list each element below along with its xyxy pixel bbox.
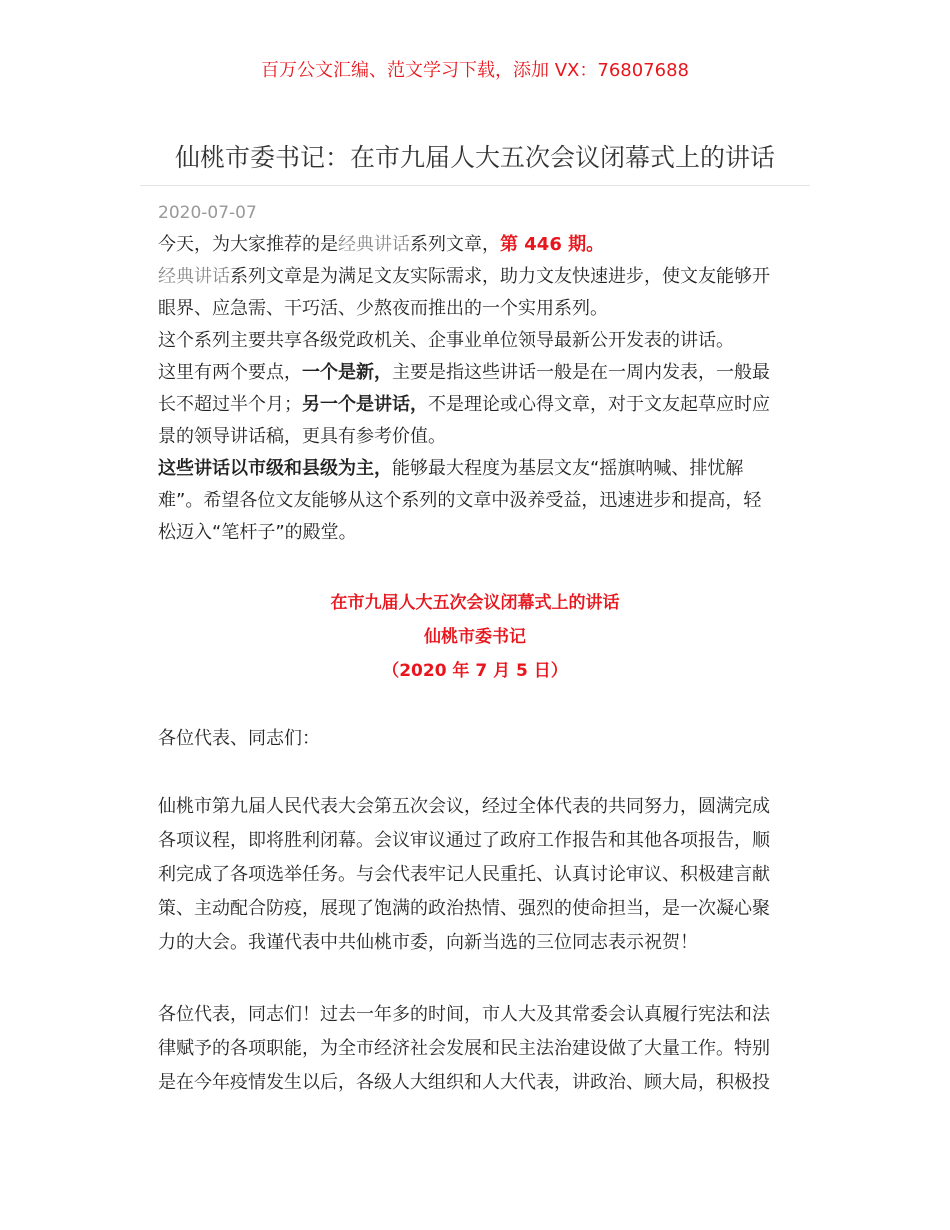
text-line	[158, 1066, 798, 1100]
text-line	[158, 790, 798, 824]
text-line	[158, 485, 798, 517]
article-title: 仙桃市委书记：在市九届人大五次会议闭幕式上的讲话	[174, 143, 775, 172]
text-segment: 主要是指这些讲话一般是在一周内发表，一般最	[392, 362, 770, 383]
publish-date: 2020-07-07	[158, 203, 257, 223]
text-segment: 力的大会。我谨代表中共仙桃市委，向新当选的三位同志表示祝贺！	[158, 932, 698, 953]
text-line	[158, 293, 798, 325]
text-line	[158, 357, 798, 389]
speech-date: （2020 年 7 月 5 日）	[382, 661, 568, 681]
text-segment: 各项议程，即将胜利闭幕。会议审议通过了政府工作报告和其他各项报告，顺	[158, 830, 770, 851]
speech-paragraph-1	[158, 790, 798, 960]
text-line	[158, 926, 798, 960]
intro-paragraphs	[158, 229, 798, 549]
text-line	[158, 892, 798, 926]
text-line	[158, 389, 798, 421]
text-segment: 不是理论或心得文章，对于文友起草应时应	[428, 394, 770, 415]
text-segment: 律赋予的各项职能，为全市经济社会发展和民主法治建设做了大量工作。特别	[158, 1038, 770, 1059]
text-segment: 眼界、应急需、干巧活、少熬夜而推出的一个实用系列。	[158, 298, 608, 319]
text-segment: 今天，为大家推荐的是	[158, 234, 338, 255]
text-segment: 利完成了各项选举任务。与会代表牢记人民重托、认真讨论审议、积极建言献	[158, 864, 770, 885]
text-segment: 这个系列主要共享各级党政机关、企事业单位领导最新公开发表的讲话。	[158, 330, 734, 351]
speech-title: 在市九届人大五次会议闭幕式上的讲话	[330, 593, 620, 613]
text-line	[158, 453, 798, 485]
text-line	[158, 325, 798, 357]
text-line	[158, 998, 798, 1032]
text-segment: 松迈入“笔杆子”的殿堂。	[158, 522, 357, 543]
text-line	[158, 229, 798, 261]
text-segment: 各位代表，同志们！过去一年多的时间，市人大及其常委会认真履行宪法和法	[158, 1004, 770, 1025]
text-segment: 是在今年疫情发生以后，各级人大组织和人大代表，讲政治、顾大局，积极投	[158, 1072, 770, 1093]
text-line	[158, 261, 798, 293]
series-name: 经典讲话	[158, 266, 230, 287]
text-line	[158, 421, 798, 453]
series-name: 经典讲话	[338, 234, 410, 255]
text-segment: 仙桃市第九届人民代表大会第五次会议，经过全体代表的共同努力，圆满完成	[158, 796, 770, 817]
text-line	[158, 1032, 798, 1066]
text-segment: 系列文章是为满足文友实际需求，助力文友快速进步，使文友能够开	[230, 266, 770, 287]
text-segment: 策、主动配合防疫，展现了饱满的政治热情、强烈的使命担当，是一次凝心聚	[158, 898, 770, 919]
bold-text: 另一个是讲话，	[302, 394, 428, 415]
speech-speaker: 仙桃市委书记	[424, 627, 526, 647]
speech-heading	[0, 586, 950, 688]
issue-number: 第 446 期。	[500, 234, 605, 255]
text-line	[158, 824, 798, 858]
text-segment: 难”。希望各位文友能够从这个系列的文章中汲养受益，迅速进步和提高，轻	[158, 490, 762, 511]
text-segment: 长不超过半个月；	[158, 394, 302, 415]
download-banner: 百万公文汇编、范文学习下载，添加 VX：76807688	[261, 60, 689, 81]
text-segment: 景的领导讲话稿，更具有参考价值。	[158, 426, 446, 447]
text-segment: 系列文章，	[410, 234, 500, 255]
speech-paragraph-2	[158, 998, 798, 1100]
text-line	[158, 858, 798, 892]
speech-greeting: 各位代表、同志们：	[158, 728, 320, 749]
text-line	[158, 517, 798, 549]
text-segment: 能够最大程度为基层文友“摇旗呐喊、排忧解	[392, 458, 744, 479]
title-divider	[140, 185, 810, 186]
bold-text: 这些讲话以市级和县级为主，	[158, 458, 392, 479]
text-segment: 这里有两个要点，	[158, 362, 302, 383]
bold-text: 一个是新，	[302, 362, 392, 383]
